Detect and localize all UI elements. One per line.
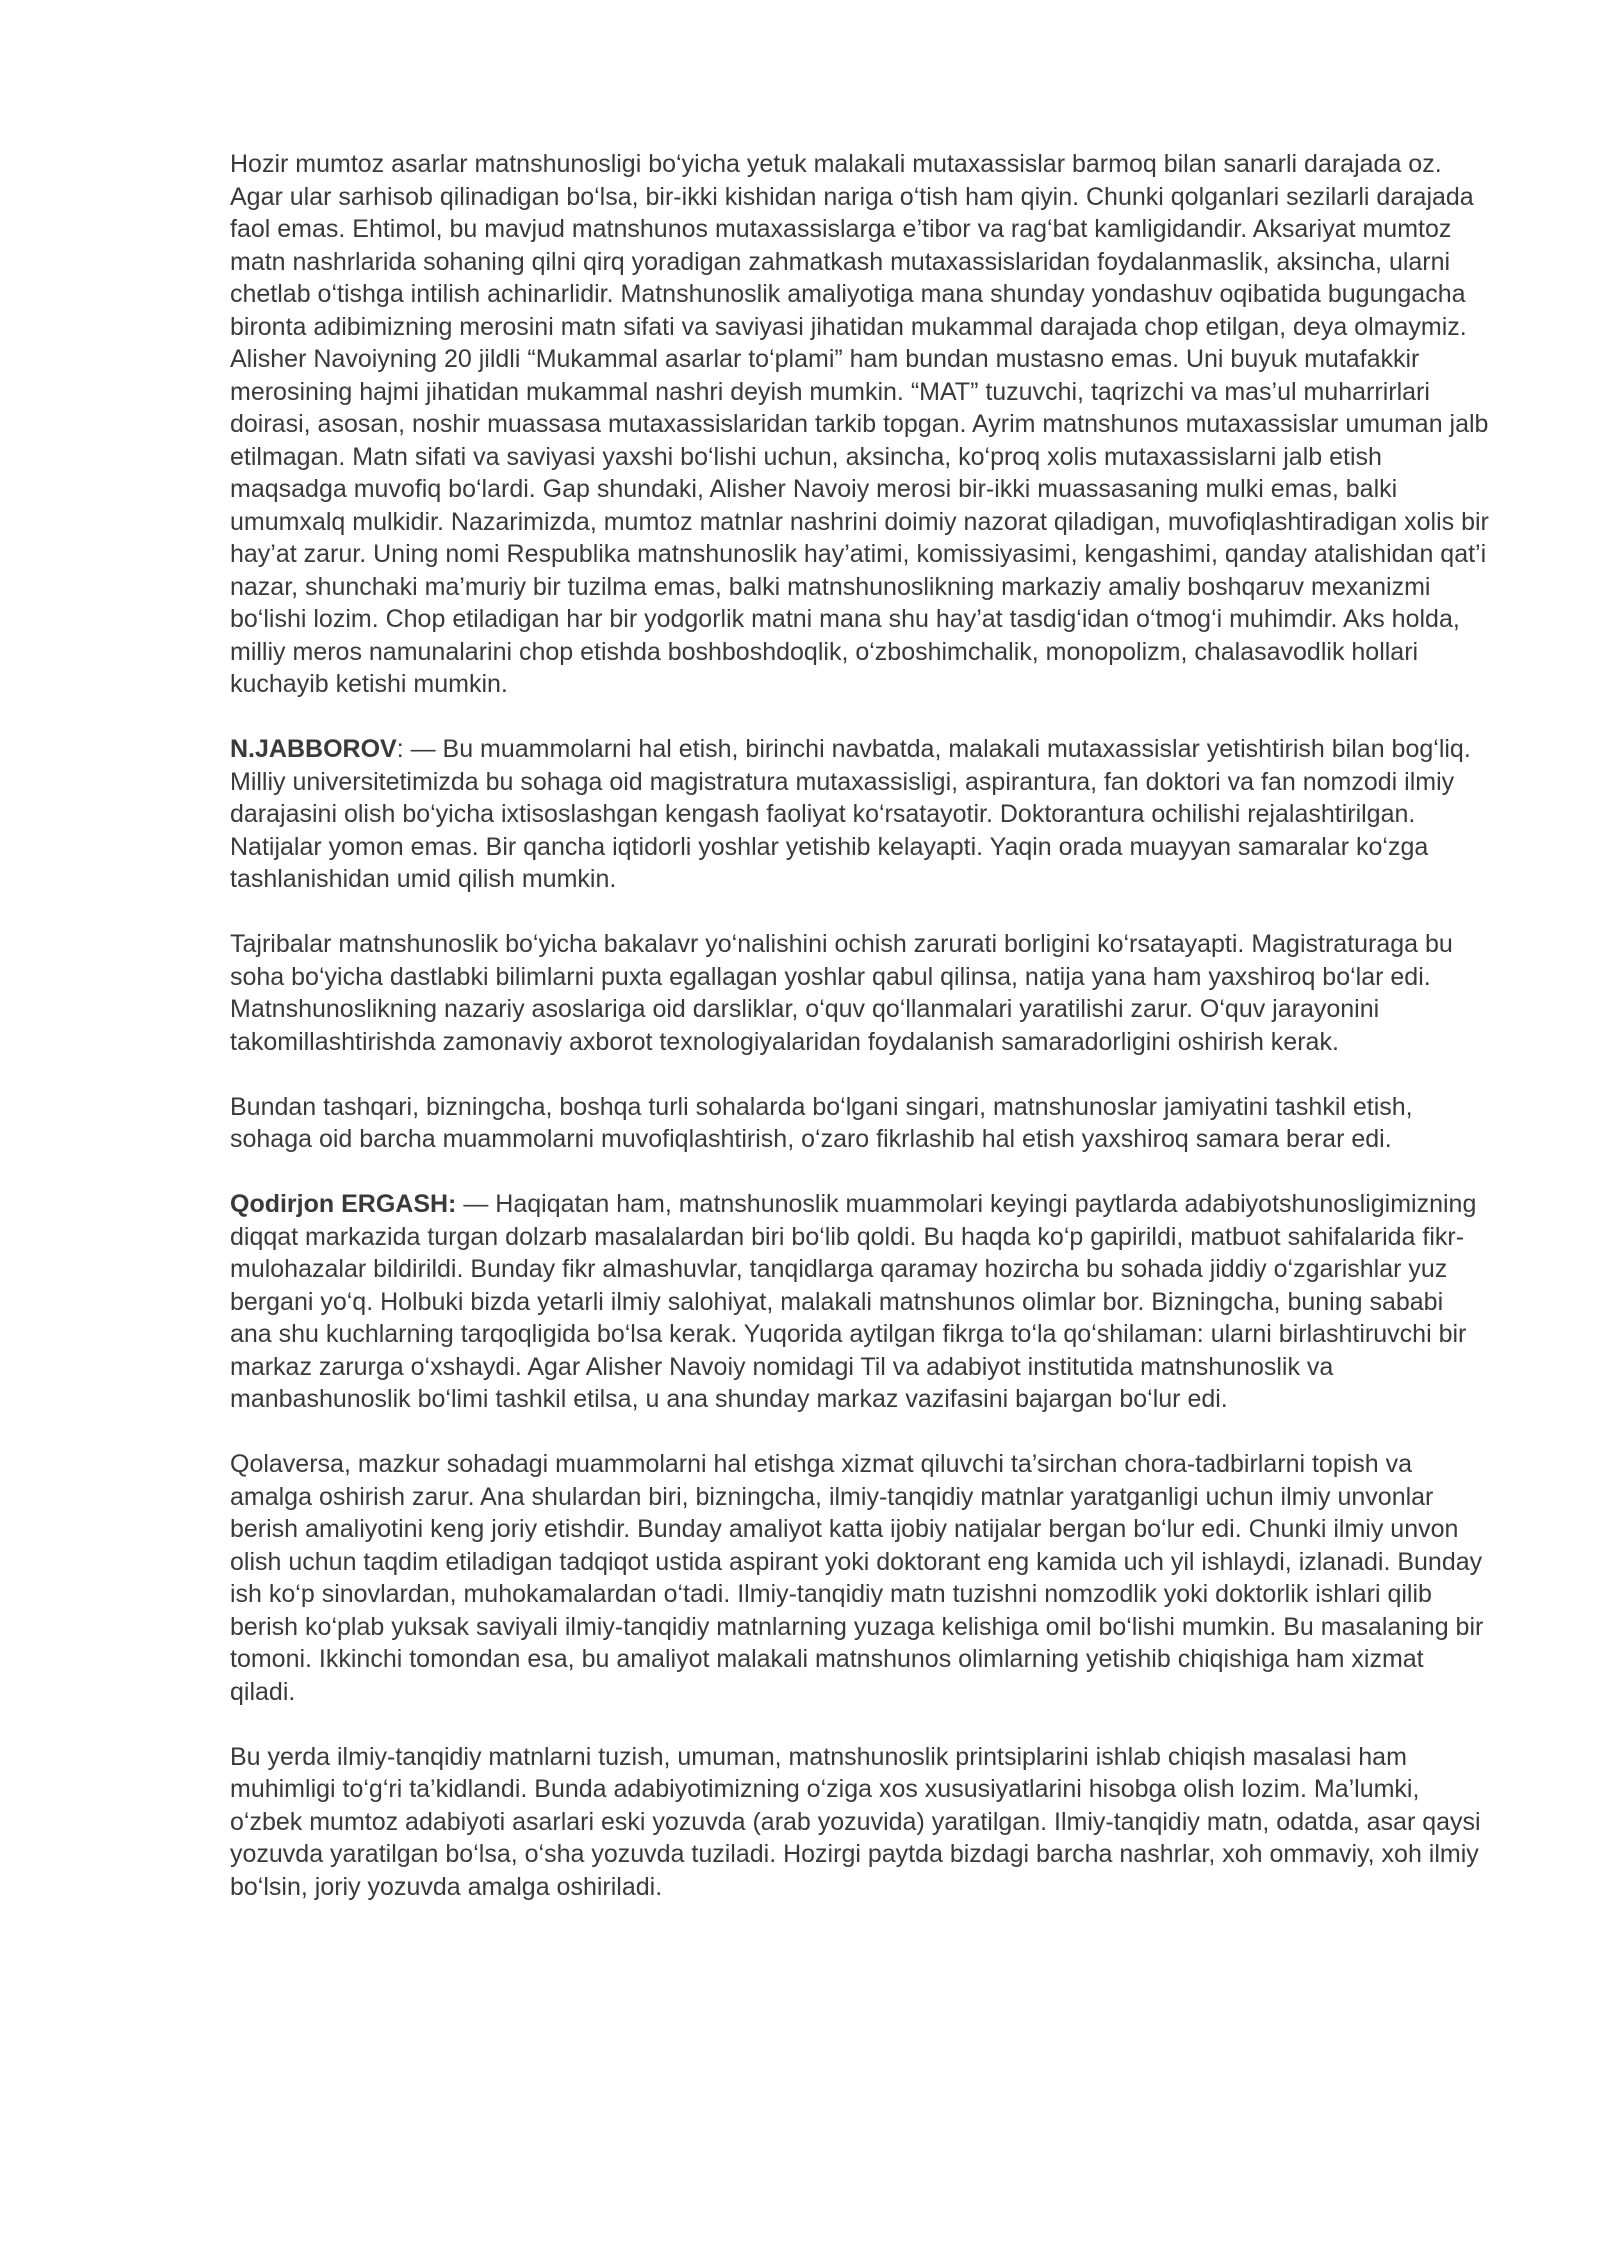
paragraph bbox=[230, 1741, 1490, 1904]
paragraph-text: Qolaversa, mazkur sohadagi muammolarni hal etishga xizmat qiluvchi ta’sirchan chora-tadbirlarni topish va amalga oshirish zarur. Ana shulardan biri, bizningcha, ilmiy-tanqidiy matnlar yaratganligi uchun ilmiy unvonlar berish amaliyotini keng joriy etishdir. Bunday amaliyot katta ijobiy natijalar bergan bo‘lur edi. Chunki ilmiy unvon olish uchun taqdim etiladigan tadqiqot ustida aspirant yoki doktorant eng kamida uch yil ishlaydi, izlanadi. Bunday ish ko‘p sinovlardan, muhokamalardan o‘tadi. Ilmiy-tanqidiy matn tuzishni nomzodlik yoki doktorlik ishlari qilib berish ko‘plab yuksak saviyali ilmiy-tanqidiy matnlarning yuzaga kelishiga omil bo‘lishi mumkin. Bu masalaning bir tomoni. Ikkinchi tomondan esa, bu amaliyot malakali matnshunos olimlarning yetishib chiqishiga ham xizmat qiladi. bbox=[230, 1450, 1484, 1706]
paragraph-text: Tajribalar matnshunoslik bo‘yicha bakalavr yo‘nalishini ochish zarurati borligini ko‘rsatayapti. Magistraturaga bu soha bo‘yicha dastlabki bilimlarni puxta egallagan yoshlar qabul qilinsa, natija yana ham yaxshiroq bo‘lar edi. Matnshunoslikning nazariy asoslariga oid darsliklar, o‘quv qo‘llanmalari yaratilishi zarur. O‘quv jarayonini takomillashtirishda zamonaviy axborot texnologiyalaridan foydalanish samaradorligini oshirish kerak. bbox=[230, 930, 1453, 1056]
paragraph-speaker-ergash bbox=[230, 1188, 1490, 1416]
paragraph-text: Bu yerda ilmiy-tanqidiy matnlarni tuzish, umuman, matnshunoslik printsiplarini ishlab chiqish masalasi ham muhimligi to‘g‘ri ta’kidlandi. Bunda adabiyotimizning o‘ziga xos xususiyatlarini hisobga olish lozim. Ma’lumki, o‘zbek mumtoz adabiyoti asarlari eski yozuvda (arab yozuvida) yaratilgan. Ilmiy-tanqidiy matn, odatda, asar qaysi yozuvda yaratilgan bo‘lsa, o‘sha yozuvda tuziladi. Hozirgi paytda bizdagi barcha nashrlar, xoh ommaviy, xoh ilmiy bo‘lsin, joriy yozuvda amalga oshiriladi. bbox=[230, 1742, 1481, 1901]
paragraph-speaker-jabborov bbox=[230, 733, 1490, 896]
paragraph bbox=[230, 1091, 1490, 1156]
paragraph-text: Bundan tashqari, bizningcha, boshqa turli sohalarda bo‘lgani singari, matnshunoslar jamiyatini tashkil etish, sohaga oid barcha muammolarni muvofiqlashtirish, o‘zaro fikrlashib hal etish yaxshiroq samara berar edi. bbox=[230, 1092, 1413, 1153]
paragraph bbox=[230, 1448, 1490, 1708]
paragraph-text: Hozir mumtoz asarlar matnshunosligi bo‘yicha yetuk malakali mutaxassislar barmoq bilan sanarli darajada oz. Agar ular sarhisob qilinadigan bo‘lsa, bir-ikki kishidan nariga o‘tish ham qiyin. Chunki qolganlari sezilarli darajada faol emas. Ehtimol, bu mavjud matnshunos mutaxassislarga e’tibor va rag‘bat kamligidandir. Aksariyat mumtoz matn nashrlarida sohaning qilni qirq yoradigan zahmatkash mutaxassislaridan foydalanmaslik, aksincha, ularni chetlab o‘tishga intilish achinarlidir. Matnshunoslik amaliyotiga mana shunday yondashuv oqibatida bugungacha bironta adibimizning merosini matn sifati va saviyasi jihatidan mukammal darajada chop etilgan, deya olmaymiz. Alisher Navoiyning 20 jildli “Mukammal asarlar to‘plami” ham bundan mustasno emas. Uni buyuk mutafakkir merosining hajmi jihatidan mukammal nashri deyish mumkin. “MAT” tuzuvchi, taqrizchi va mas’ul muharrirlari doirasi, asosan, noshir muassasa mutaxassislaridan tarkib topgan. Ayrim matnshunos mutaxassislar umuman jalb etilmagan. Matn sifati va saviyasi yaxshi bo‘lishi uchun, aksincha, ko‘proq xolis mutaxassislarni jalb etish maqsadga muvofiq bo‘lardi. Gap shundaki, Alisher Navoiy merosi bir-ikki muassasaning mulki emas, balki umumxalq mulkidir. Nazarimizda, mumtoz matnlar nashrini doimiy nazorat qiladigan, muvofiqlashtiradigan xolis bir hay’at zarur. Uning nomi Respublika matnshunoslik hay’atimi, komissiyasimi, kengashimi, qanday atalishidan qat’i nazar, shunchaki ma’muriy bir tuzilma emas, balki matnshunoslikning markaziy amaliy boshqaruv mexanizmi bo‘lishi lozim. Chop etiladigan har bir yodgorlik matni mana shu hay’at tasdig‘idan o‘tmog‘i muhimdir. Aks holda, milliy meros namunalarini chop etishda boshboshdoqlik, o‘zboshimchalik, monopolizm, chalasavodlik hollari kuchayib ketishi mumkin. bbox=[230, 150, 1489, 698]
speaker-name: Qodirjon ERGASH: bbox=[230, 1190, 457, 1218]
paragraph-text: : — Bu muammolarni hal etish, birinchi navbatda, malakali mutaxassislar yetishtirish bilan bog‘liq. Milliy universitetimizda bu sohaga oid magistratura mutaxassisligi, aspirantura, fan doktori va fan nomzodi ilmiy darajasini olish bo‘yicha ixtisoslashgan kengash faoliyat ko‘rsatayotir. Doktorantura ochilishi rejalashtirilgan. Natijalar yomon emas. Bir qancha iqtidorli yoshlar yetishib kelayapti. Yaqin orada muayyan samaralar ko‘zga tashlanishidan umid qilish mumkin. bbox=[230, 735, 1471, 893]
speaker-name: N.JABBOROV bbox=[230, 735, 397, 763]
paragraph-text: — Haqiqatan ham, matnshunoslik muammolari keyingi paytlarda adabiyotshunosligimizning diqqat markazida turgan dolzarb masalalardan biri bo‘lib qoldi. Bu haqda ko‘p gapirildi, matbuot sahifalarida fikr-mulohazalar bildirildi. Bunday fikr almashuvlar, tanqidlarga qaramay hozircha bu sohada jiddiy o‘zgarishlar yuz bergani yo‘q. Holbuki bizda yetarli ilmiy salohiyat, malakali matnshunos olimlar bor. Bizningcha, buning sababi ana shu kuchlarning tarqoqligida bo‘lsa kerak. Yuqorida aytilgan fikrga to‘la qo‘shilaman: ularni birlashtiruvchi bir markaz zarurga o‘xshaydi. Agar Alisher Navoiy nomidagi Til va adabiyot institutida matnshunoslik va manbashunoslik bo‘limi tashkil etilsa, u ana shunday markaz vazifasini bajargan bo‘lur edi. bbox=[230, 1190, 1477, 1413]
document-body bbox=[230, 148, 1490, 1936]
paragraph bbox=[230, 148, 1490, 701]
paragraph bbox=[230, 928, 1490, 1058]
